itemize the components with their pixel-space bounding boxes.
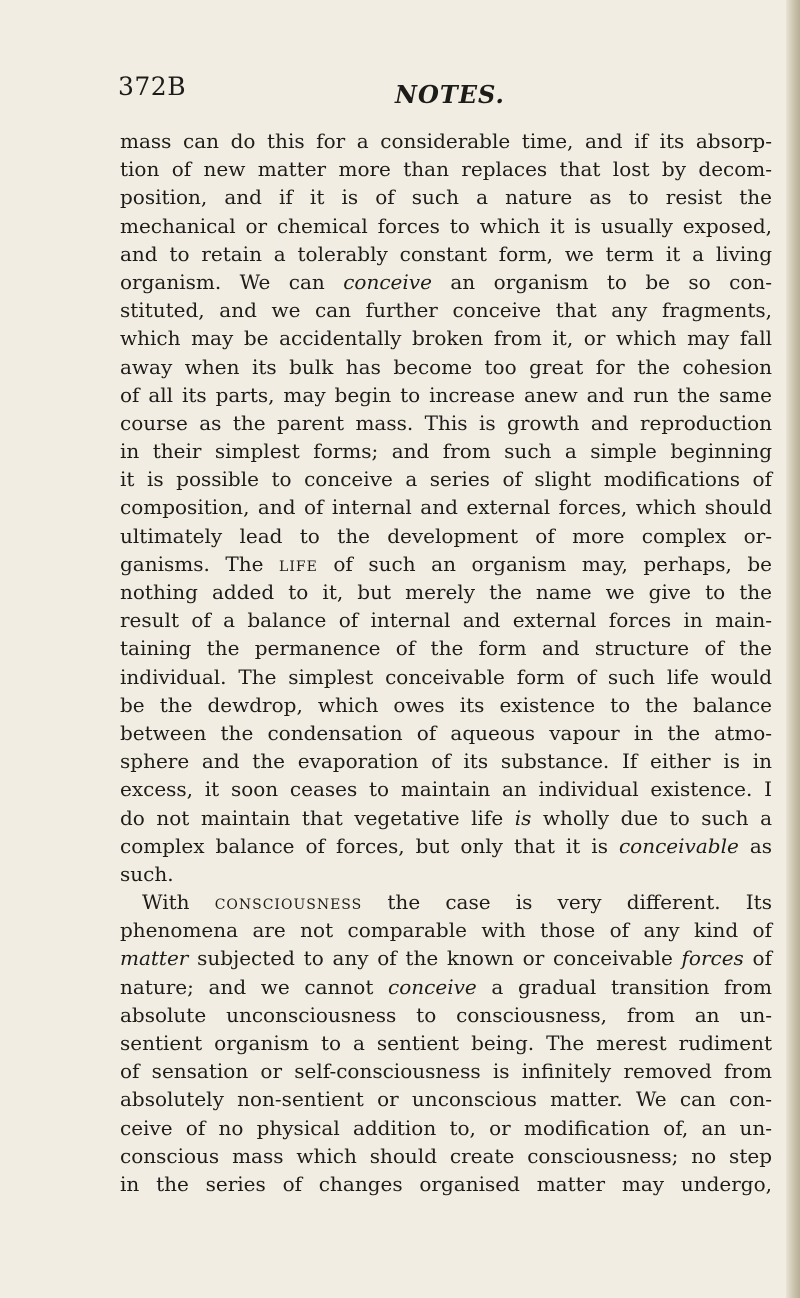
text-line: organism. We can conceive an organism to be so con- xyxy=(120,269,773,294)
text-line: it is possible to conceive a series of slight modifications of xyxy=(120,467,772,492)
emphasis: conceive xyxy=(388,974,477,999)
text-line: ultimately lead to the development of more complex or- xyxy=(120,523,772,548)
text-line: taining the permanence of the form and structure of the xyxy=(120,636,772,661)
text-line: do not maintain that vegetative life is wholly due to such a xyxy=(120,805,772,830)
emphasis: forces xyxy=(681,946,744,971)
text-line: absolutely non-sentient or unconscious matter. We can con- xyxy=(120,1087,772,1112)
text-line: excess, it soon ceases to maintain an individual existence. I xyxy=(120,777,772,802)
text-line: absolute unconsciousness to consciousness, from an un- xyxy=(120,1002,772,1027)
text-line: ganisms. The life of such an organism may, perhaps, be xyxy=(120,551,773,576)
text-line: such. xyxy=(120,861,174,886)
body-text xyxy=(120,127,772,1198)
emphasis: is xyxy=(514,805,532,830)
small-caps-term: life xyxy=(279,551,318,576)
small-caps-term: consciousness xyxy=(214,890,363,915)
page-number: 372B xyxy=(118,72,187,101)
emphasis: conceivable xyxy=(618,833,739,858)
text-line: conscious mass which should create consciousness; no step xyxy=(120,1143,772,1168)
text-line: position, and if it is of such a nature as to resist the xyxy=(120,185,772,210)
text-line: matter subjected to any of the known or conceivable forces of xyxy=(120,946,772,971)
text-line: tion of new matter more than replaces that lost by decom- xyxy=(120,157,772,182)
text-line: between the condensation of aqueous vapour in the atmo- xyxy=(120,720,772,745)
page-edge xyxy=(786,0,800,1298)
text-line: nothing added to it, but merely the name we give to the xyxy=(120,580,772,604)
emphasis: conceive xyxy=(343,269,432,294)
text-line: mechanical or chemical forces to which it is usually exposed, xyxy=(120,213,772,238)
text-line: which may be accidentally broken from it, or which may fall xyxy=(120,326,772,351)
text-line: be the dewdrop, which owes its existence to the balance xyxy=(120,692,772,717)
text-line: of all its parts, may begin to increase anew and run the same xyxy=(120,382,772,407)
text-line: ceive of no physical addition to, or modification of, an un- xyxy=(120,1115,772,1140)
text-line: individual. The simplest conceivable form of such life would xyxy=(120,664,772,689)
running-head: NOTES. xyxy=(395,80,505,109)
text-line: sphere and the evaporation of its substance. If either is in xyxy=(120,749,772,774)
text-line: of sensation or self-consciousness is infinitely removed from xyxy=(120,1059,772,1084)
text-line: phenomena are not comparable with those of any kind of xyxy=(120,918,772,943)
emphasis: matter xyxy=(120,946,189,971)
text-line: and to retain a tolerably constant form, we term it a living xyxy=(120,241,772,266)
text-line: course as the parent mass. This is growth and reproduction xyxy=(120,410,772,435)
text-line: sentient organism to a sentient being. The merest rudiment xyxy=(120,1031,772,1055)
text-line: away when its bulk has become too great for the cohesion xyxy=(120,354,772,379)
text-line: result of a balance of internal and external forces in main- xyxy=(120,608,772,633)
text-line: in the series of changes organised matter may undergo, xyxy=(120,1171,772,1196)
text-line: mass can do this for a considerable time, and if its absorp- xyxy=(120,129,772,153)
text-line: With consciousness the case is very different. Its xyxy=(142,890,772,915)
text-line: in their simplest forms; and from such a simple beginning xyxy=(120,439,772,464)
text-line: nature; and we cannot conceive a gradual transition from xyxy=(120,974,772,999)
text-line: complex balance of forces, but only that it is conceivable as xyxy=(120,833,773,858)
text-line: stituted, and we can further conceive that any fragments, xyxy=(120,298,772,323)
text-line: composition, and of internal and external forces, which should xyxy=(120,495,772,520)
